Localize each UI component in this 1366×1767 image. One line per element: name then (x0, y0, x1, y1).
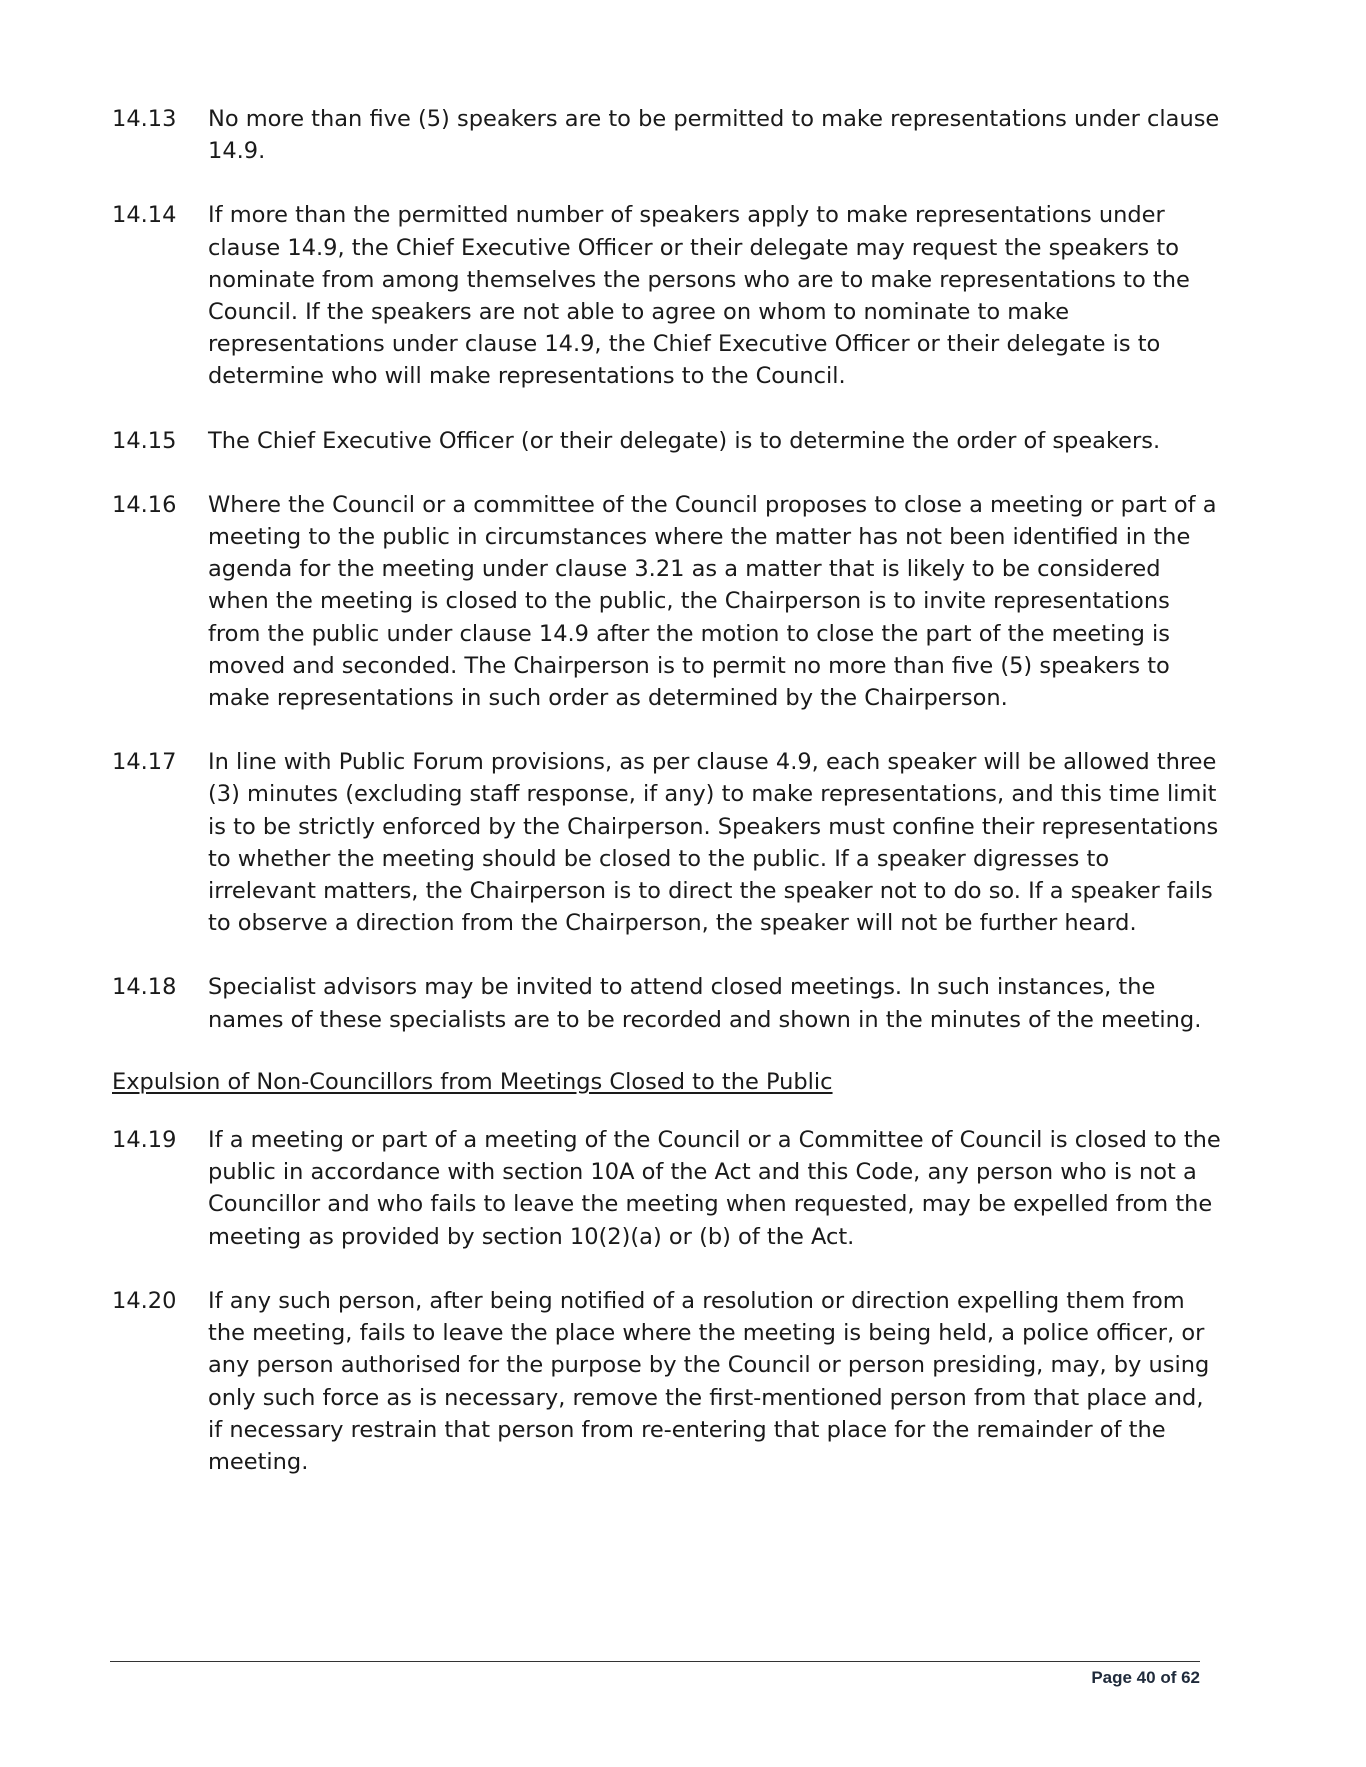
footer-divider (110, 1661, 1200, 1662)
clause-14-13 (112, 103, 1222, 167)
clause-number: 14.17 (112, 749, 177, 776)
clause-number: 14.14 (112, 202, 177, 229)
clause-number: 14.15 (112, 427, 177, 454)
clause-14-19 (112, 1124, 1222, 1253)
clause-text: If more than the permitted number of speakers apply to make representations under clause 14.9, the Chief Executive Officer or their delegate may request the speakers to nominate from among themselves the persons who are to make representations to the Council. If the speakers are not able to agree on whom to nominate to make representations under clause 14.9, the Chief Executive Officer or their delegate is to determine who will make representations to the Council. (208, 202, 1190, 390)
clause-text: Specialist advisors may be invited to attend closed meetings. In such instances, the names of these specialists are to be recorded and shown in the minutes of the meeting. (208, 974, 1202, 1033)
clause-14-15 (112, 425, 1222, 457)
section-heading: Expulsion of Non-Councillors from Meetings Closed to the Public (112, 1068, 833, 1095)
clause-text: No more than five (5) speakers are to be permitted to make representations under clause 14.9. (208, 106, 1220, 165)
document-body (112, 103, 1222, 1510)
clause-text: If a meeting or part of a meeting of the Council or a Committee of Council is closed to the public in accordance with section 10A of the Act and this Code, any person who is not a Councillor and who fails to leave the meeting when requested, may be expelled from the meeting as provided by section 10(2)(a) or (b) of the Act. (208, 1127, 1221, 1250)
clause-number: 14.16 (112, 491, 177, 518)
clause-14-17 (112, 746, 1222, 939)
clause-14-18 (112, 971, 1222, 1035)
clause-number: 14.13 (112, 106, 177, 132)
page-number: Page 40 of 62 (1091, 1668, 1200, 1687)
clause-14-16 (112, 489, 1222, 714)
clause-text: The Chief Executive Officer (or their delegate) is to determine the order of speakers. (208, 427, 1161, 454)
clause-text: If any such person, after being notified of a resolution or direction expelling them from the meeting, fails to leave the place where the meeting is being held, a police officer, or any person authorised for the purpose by the Council or person presiding, may, by using only such force as is necessary, remove the first-mentioned person from that place and, if necessary restrain that person from re-entering that place for the remainder of the meeting. (208, 1287, 1210, 1475)
clause-14-20 (112, 1285, 1222, 1478)
clause-number: 14.19 (112, 1127, 177, 1154)
clause-number: 14.20 (112, 1287, 177, 1314)
clause-number: 14.18 (112, 974, 177, 1001)
clause-text: Where the Council or a committee of the Council proposes to close a meeting or part of a meeting to the public in circumstances where the matter has not been identified in the agenda for the meeting under clause 3.21 as a matter that is likely to be considered when the meeting is closed to the public, the Chairperson is to invite representations from the public under clause 14.9 after the motion to close the part of the meeting is moved and seconded. The Chairperson is to permit no more than five (5) speakers to make representations in such order as determined by the Chairperson. (208, 491, 1217, 712)
clause-14-14 (112, 199, 1222, 392)
clause-text: In line with Public Forum provisions, as per clause 4.9, each speaker will be allowed three (3) minutes (excluding staff response, if any) to make representations, and this time limit is to be strictly enforced by the Chairperson. Speakers must confine their representations to whether the meeting should be closed to the public. If a speaker digresses to irrelevant matters, the Chairperson is to direct the speaker not to do so. If a speaker fails to observe a direction from the Chairperson, the speaker will not be further heard. (208, 749, 1219, 937)
